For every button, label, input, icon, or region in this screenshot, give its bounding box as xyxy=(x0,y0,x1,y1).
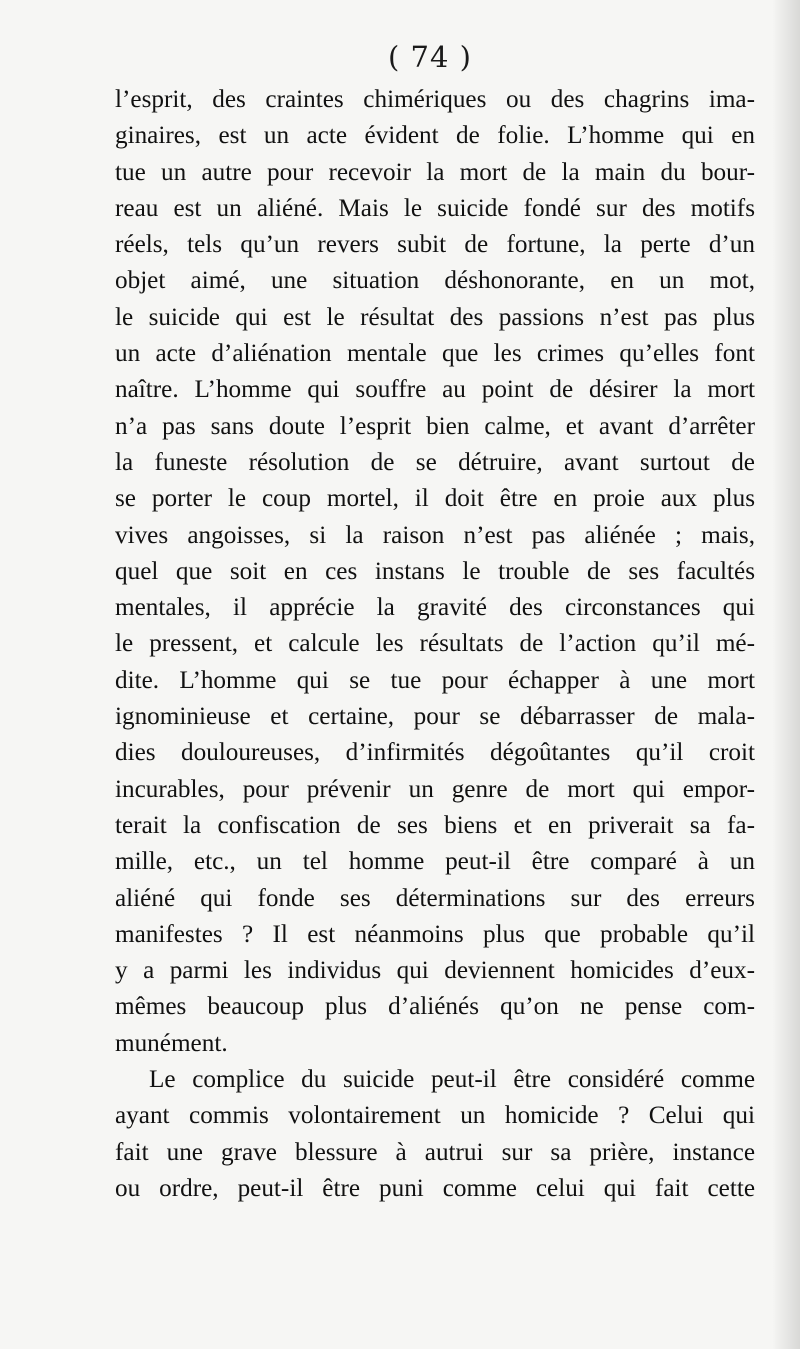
text-line: ignominieuse et certaine, pour se débarrasser de mala- xyxy=(115,703,755,731)
text-line: dies douloureuses, d’infirmités dégoûtantes qu’il croit xyxy=(115,739,755,767)
text-line: mille, etc., un tel homme peut-il être comparé à un xyxy=(115,848,755,876)
body-text xyxy=(115,82,755,1207)
text-line: aliéné qui fonde ses déterminations sur des erreurs xyxy=(115,884,755,912)
text-line: Le complice du suicide peut-il être considéré comme xyxy=(149,1066,755,1094)
text-line: mêmes beaucoup plus d’aliénés qu’on ne pense com- xyxy=(115,993,755,1021)
paragraph-1 xyxy=(115,82,755,1062)
text-line: terait la confiscation de ses biens et en priverait sa fa- xyxy=(115,811,755,839)
text-line: se porter le coup mortel, il doit être en proie aux plus xyxy=(115,485,755,513)
text-line: le suicide qui est le résultat des passions n’est pas plus xyxy=(115,303,755,331)
page-number: ( 74 ) xyxy=(388,40,472,74)
text-line: vives angoisses, si la raison n’est pas aliénée ; mais, xyxy=(115,521,755,549)
text-line: quel que soit en ces instans le trouble de ses facultés xyxy=(115,557,755,585)
text-line: un acte d’aliénation mentale que les crimes qu’elles font xyxy=(115,340,755,368)
text-line: objet aimé, une situation déshonorante, en un mot, xyxy=(115,267,755,295)
paragraph-2 xyxy=(115,1062,755,1207)
text-line: réels, tels qu’un revers subit de fortune, la perte d’un xyxy=(115,231,755,259)
text-line: tue un autre pour recevoir la mort de la main du bour- xyxy=(115,158,755,186)
text-line: ginaires, est un acte évident de folie. L’homme qui en xyxy=(115,122,755,150)
text-line: incurables, pour prévenir un genre de mort qui empor- xyxy=(115,775,755,803)
text-line: la funeste résolution de se détruire, avant surtout de xyxy=(115,448,755,476)
text-line: y a parmi les individus qui deviennent homicides d’eux- xyxy=(115,957,755,985)
text-line: le pressent, et calcule les résultats de l’action qu’il mé- xyxy=(115,630,755,658)
text-line: reau est un aliéné. Mais le suicide fondé sur des motifs xyxy=(115,194,755,222)
text-line: n’a pas sans doute l’esprit bien calme, et avant d’arrêter xyxy=(115,412,755,440)
text-line: mentales, il apprécie la gravité des circonstances qui xyxy=(115,594,755,622)
text-line: dite. L’homme qui se tue pour échapper à une mort xyxy=(115,666,755,694)
page-edge-shadow xyxy=(772,0,800,1349)
text-line: ayant commis volontairement un homicide ? Celui qui xyxy=(115,1102,755,1130)
text-line: l’esprit, des craintes chimériques ou des chagrins ima- xyxy=(115,86,755,113)
text-line: manifestes ? Il est néanmoins plus que probable qu’il xyxy=(115,920,755,948)
text-line: fait une grave blessure à autrui sur sa prière, instance xyxy=(115,1138,755,1166)
text-line: munément. xyxy=(115,1029,228,1057)
text-line: naître. L’homme qui souffre au point de désirer la mort xyxy=(115,376,755,404)
text-line: ou ordre, peut-il être puni comme celui qui fait cette xyxy=(115,1174,755,1202)
